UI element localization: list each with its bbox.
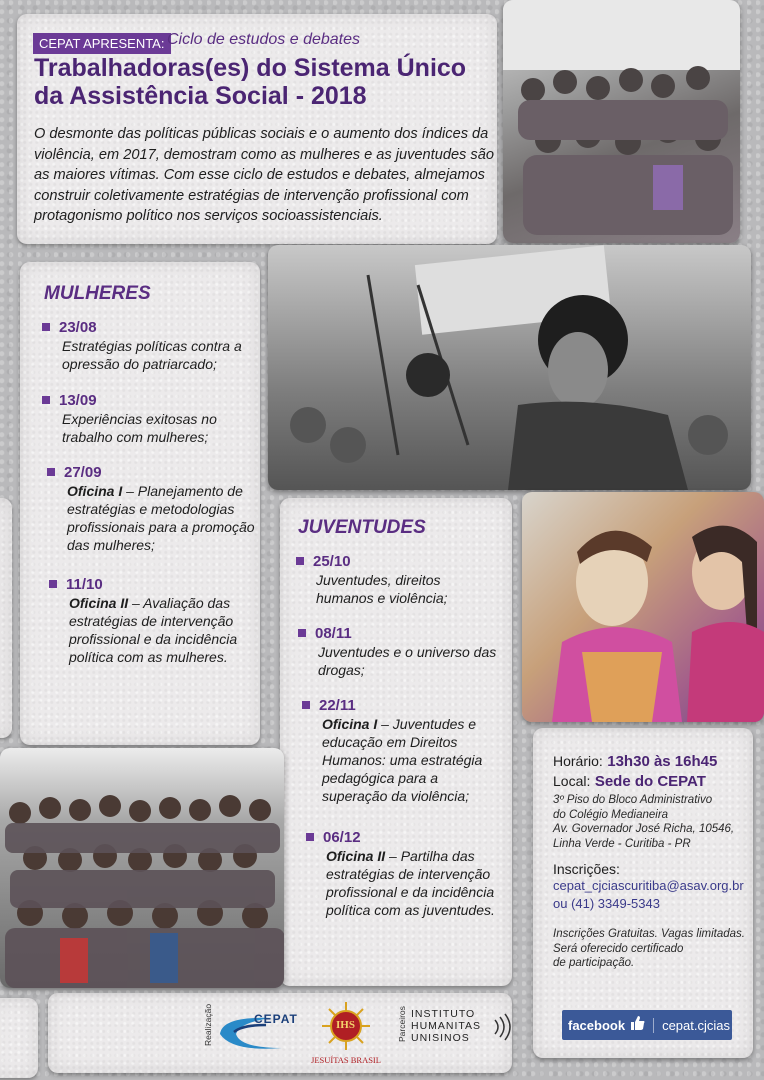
event-description: Oficina I – Planejamento de estratégias e metodologias profissionais para a promoção das mulheres; (67, 483, 255, 553)
schedule-value: 13h30 às 16h45 (607, 753, 718, 770)
parceiros-label: Parceiros (397, 1006, 407, 1042)
location-value: Sede do CEPAT (594, 773, 706, 790)
juventudes-event (302, 697, 507, 805)
protest-illustration (268, 245, 751, 490)
title-line-2: da Assistência Social - 2018 (34, 82, 367, 110)
event-date: 23/08 (42, 319, 252, 336)
schedule-label: Horário: (553, 753, 603, 769)
event-description: Oficina II – Partilha das estratégias de intervenção profissional e da incidência política com as juventudes. (326, 848, 495, 918)
ihu-line: HUMANITAS (411, 1020, 482, 1032)
ihs-text: IHS (336, 1019, 355, 1031)
event-date: 25/10 (296, 553, 501, 570)
jesuitas-logo (313, 1000, 379, 1072)
mulheres-event (42, 319, 252, 373)
title-line-1: Trabalhadoras(es) do Sistema Único (34, 54, 467, 82)
note-line: Inscrições Gratuitas. Vagas limitadas. (553, 928, 745, 940)
event-date: 08/11 (298, 625, 503, 642)
note-line: Será oferecido certificado (553, 942, 684, 955)
mulheres-event (47, 464, 257, 554)
registration-label: Inscrições: (553, 861, 620, 877)
event-description: Estratégias políticas contra a opressão do patriarcado; (62, 338, 242, 372)
group-photo-top-right (503, 0, 740, 243)
jesuitas-text: JESUÍTAS BRASIL (311, 1055, 381, 1065)
left-edge-stone (0, 498, 12, 738)
note-line: de participação. (553, 957, 635, 969)
free-registration-note (553, 927, 749, 971)
event-description: Oficina I – Juventudes e educação em Direitos Humanos: uma estratégia pedagógica para a superação da violência; (322, 716, 483, 804)
protest-photo (268, 245, 751, 490)
mulheres-heading: MULHERES (44, 283, 151, 304)
address (553, 793, 749, 851)
ihu-line: UNISINOS (411, 1032, 470, 1044)
young-people-illustration (522, 492, 764, 722)
page-title (34, 54, 494, 110)
juventudes-photo (522, 492, 764, 722)
cepat-logo (212, 1008, 312, 1054)
event-date: 27/09 (47, 464, 257, 481)
mulheres-event (49, 576, 259, 666)
address-line: do Colégio Medianeira (553, 808, 669, 821)
location-label: Local: (553, 773, 591, 789)
registration-phone: ou (41) 3349-5343 (553, 896, 660, 911)
event-description: Experiências exitosas no trabalho com mulheres; (62, 411, 217, 445)
address-line: 3º Piso do Bloco Administrativo (553, 794, 713, 806)
registration-email-link[interactable]: cepat_cjciascuritiba@asav.org.br (553, 878, 744, 893)
juventudes-event (296, 553, 501, 607)
instituto-humanitas-logo (411, 1008, 519, 1052)
address-line: Av. Governador José Richa, 10546, (553, 823, 735, 835)
presenter-tag: CEPAT APRESENTA: (33, 33, 171, 54)
mulheres-event (42, 392, 252, 446)
event-date: 13/09 (42, 392, 252, 409)
realizacao-label: Realização (203, 1003, 213, 1046)
juventudes-heading: JUVENTUDES (298, 517, 426, 538)
like-thumb-icon (629, 1014, 647, 1036)
event-description: Oficina II – Avaliação das estratégias de intervenção profissional e da incidência política com as mulheres. (69, 595, 238, 665)
facebook-handle: cepat.cjcias (653, 1018, 730, 1033)
event-date: 06/12 (306, 829, 511, 846)
crowd-illustration (503, 0, 740, 243)
juventudes-event (306, 829, 511, 919)
location-row (553, 773, 749, 791)
schedule-row (553, 753, 749, 771)
cepat-logo-text: CEPAT (254, 1012, 298, 1026)
event-date: 11/10 (49, 576, 259, 593)
event-date: 22/11 (302, 697, 507, 714)
event-description: Juventudes, direitos humanos e violência; (316, 572, 448, 606)
event-description: Juventudes e o universo das drogas; (318, 644, 497, 678)
facebook-label: facebook (568, 1017, 626, 1033)
group-illustration (0, 748, 284, 988)
ihu-waves-icon (491, 1012, 517, 1042)
group-photo-bottom-left (0, 748, 284, 988)
facebook-badge[interactable] (562, 1010, 732, 1040)
info-block (553, 753, 749, 971)
bottom-left-stone (0, 998, 38, 1078)
ihu-line: INSTITUTO (411, 1008, 476, 1020)
juventudes-event (298, 625, 503, 679)
address-line: Linha Verde - Curitiba - PR (553, 837, 691, 850)
intro-paragraph: O desmonte das políticas públicas sociais e o aumento dos índices da violência, em 2017, demostram como as mulheres e as juventudes são as maiores vítimas. Com esse ciclo de estudos e debates, almejamos construir coletivamente estratégias de intervenção profissional com protagonismo político nos serviços socioassistenciais. (34, 126, 494, 224)
series-subtitle: Ciclo de estudos e debates (167, 31, 361, 48)
